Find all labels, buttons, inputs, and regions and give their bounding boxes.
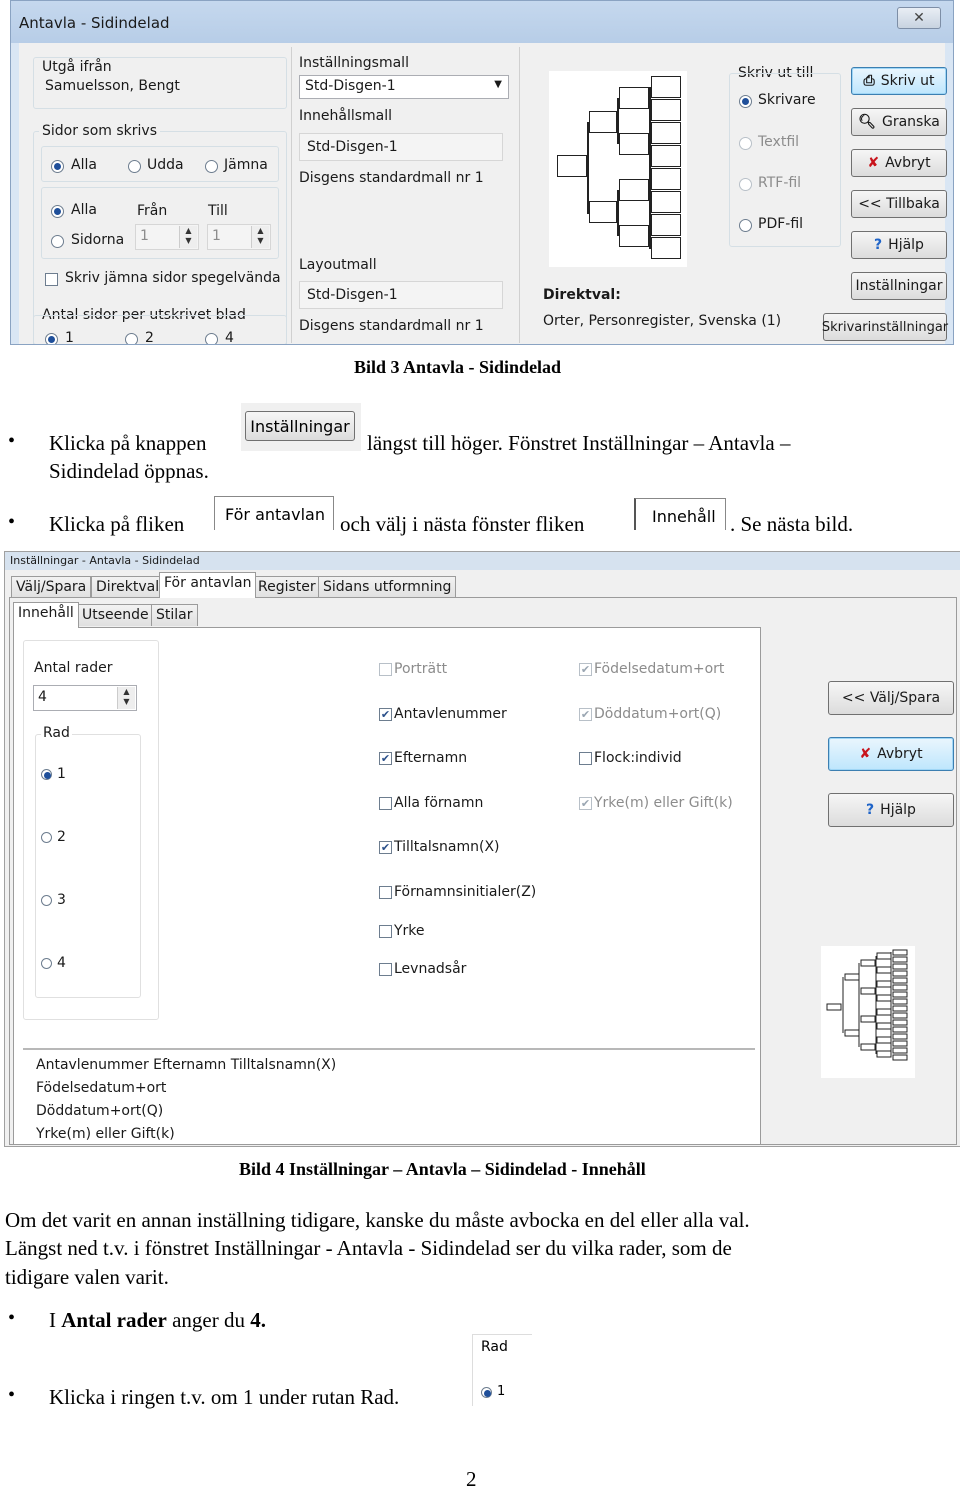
hjalp-label: Hjälp bbox=[880, 802, 916, 818]
radio-rad-1-label: 1 bbox=[57, 766, 66, 782]
checkbox-alla-fornamn[interactable] bbox=[379, 797, 392, 810]
installningsmall-value: Std-Disgen-1 bbox=[305, 78, 396, 94]
cancel-x-icon: ✘ bbox=[867, 155, 880, 171]
paragraph-line-1: Om det varit en annan inställning tidigare, kanske du måste avbocka en del eller alla val. bbox=[5, 1208, 750, 1232]
checkbox-doddatum-label: Döddatum+ort(Q) bbox=[594, 706, 722, 722]
window-client bbox=[19, 43, 949, 345]
tab-register[interactable]: Register bbox=[253, 576, 321, 598]
chevron-down-icon[interactable]: ▼ bbox=[494, 79, 502, 90]
innehallsmall-label: Innehållsmall bbox=[299, 108, 393, 124]
pedigree-box bbox=[619, 179, 649, 201]
radio-jamna-label: Jämna bbox=[224, 157, 268, 173]
bullet1-line2: Sidindelad öppnas. bbox=[49, 459, 209, 483]
pedigree-connector bbox=[649, 87, 651, 249]
summary-line-3: Döddatum+ort(Q) bbox=[36, 1103, 164, 1119]
radio-per-sheet-4[interactable] bbox=[205, 333, 218, 345]
from-spin-arrows-icon[interactable]: ▲ ▼ bbox=[179, 226, 197, 248]
pedigree-box bbox=[651, 122, 681, 144]
divider bbox=[519, 47, 520, 343]
pedigree-preview bbox=[549, 71, 687, 267]
radio-alla-label: Alla bbox=[71, 157, 97, 173]
radio-per-sheet-2[interactable] bbox=[125, 333, 138, 345]
figure-caption-4: Bild 4 Inställningar – Antavla – Sidindelad - Innehåll bbox=[239, 1159, 646, 1179]
summary-line-1: Antavlenummer Efternamn Tilltalsnamn(X) bbox=[36, 1057, 337, 1073]
radio-rad-2[interactable] bbox=[41, 832, 52, 843]
pedigree-box bbox=[651, 237, 681, 259]
per-sheet-1-label: 1 bbox=[65, 330, 74, 345]
rad-inline-image bbox=[472, 1334, 532, 1406]
page-number: 2 bbox=[466, 1467, 477, 1491]
innehallsmall-desc: Disgens standardmall nr 1 bbox=[299, 170, 484, 186]
checkbox-doddatum[interactable]: ✔ bbox=[580, 708, 591, 721]
antal-rader-value: 4 bbox=[38, 689, 47, 705]
layoutmall-field bbox=[299, 281, 503, 309]
mini-pedigree-preview bbox=[821, 946, 915, 1078]
rad-inline-radio bbox=[481, 1387, 492, 1398]
valj-spara-button[interactable] bbox=[828, 681, 954, 715]
installningar-label: Inställningar bbox=[855, 278, 943, 294]
pedigree-box bbox=[651, 168, 681, 190]
tab-direktval[interactable]: Direktval bbox=[91, 576, 164, 598]
checkbox-yrke-label: Yrke bbox=[394, 923, 425, 939]
bullet-dot: • bbox=[8, 430, 16, 452]
bullet3-bold-value: 4. bbox=[250, 1308, 266, 1332]
installningar-inline-button: Inställningar bbox=[245, 411, 355, 441]
checkbox-portratt-label: Porträtt bbox=[394, 661, 448, 677]
bullet1-post: längst till höger. Fönstret Inställningar – Antavla – bbox=[367, 431, 791, 455]
radio-udda-label: Udda bbox=[147, 157, 184, 173]
checkbox-yrke-gift[interactable]: ✔ bbox=[580, 797, 591, 810]
radio-rtf-label: RTF-fil bbox=[758, 175, 802, 191]
close-icon[interactable]: ✕ bbox=[897, 7, 941, 29]
help-icon: ? bbox=[866, 802, 875, 818]
figure-caption-3: Bild 3 Antavla - Sidindelad bbox=[354, 357, 562, 377]
innehallsmall-field bbox=[299, 133, 503, 161]
pedigree-box bbox=[557, 155, 587, 177]
utga-label: Utgå ifrån bbox=[39, 59, 115, 75]
radio-per-sheet-1[interactable] bbox=[45, 333, 58, 345]
radio-rad-1[interactable] bbox=[41, 769, 52, 780]
installningar-window-screenshot bbox=[4, 551, 960, 1147]
checkbox-tilltalsnamn[interactable]: ✔ bbox=[380, 841, 391, 854]
printer-icon: ⎙ bbox=[863, 73, 875, 89]
hjalp-label: Hjälp bbox=[888, 237, 924, 253]
radio-alla[interactable] bbox=[51, 160, 64, 173]
pedigree-box bbox=[651, 76, 681, 98]
bullet3-text bbox=[49, 1306, 266, 1334]
skriv-ut-button[interactable] bbox=[851, 67, 947, 95]
granska-label: Granska bbox=[881, 114, 940, 130]
skriv-ut-label: Skriv ut bbox=[880, 73, 935, 89]
radio-rad-3[interactable] bbox=[41, 895, 52, 906]
avbryt-label: Avbryt bbox=[885, 155, 931, 171]
radio-skrivare-label: Skrivare bbox=[758, 92, 816, 108]
window-title: Antavla - Sidindelad bbox=[19, 14, 170, 32]
help-icon: ? bbox=[874, 237, 883, 253]
radio-skrivare[interactable] bbox=[739, 95, 752, 108]
radio-rtf[interactable] bbox=[739, 178, 752, 191]
radio-rad-4-label: 4 bbox=[57, 955, 66, 971]
subtab-innehall[interactable]: Innehåll bbox=[13, 602, 79, 628]
checkbox-efternamn[interactable]: ✔ bbox=[380, 752, 391, 765]
radio-page-range-label: Sidorna bbox=[71, 232, 125, 248]
pedigree-box bbox=[619, 225, 649, 247]
to-spinner[interactable] bbox=[207, 224, 271, 250]
pedigree-box bbox=[651, 99, 681, 121]
tab-for-antavlan[interactable]: För antavlan bbox=[159, 572, 256, 598]
window-titlebar: Inställningar - Antavla - Sidindelad bbox=[5, 552, 960, 570]
window-titlebar bbox=[11, 1, 953, 43]
innehall-tab-label: Innehåll bbox=[652, 507, 716, 526]
checkbox-flock-individ[interactable] bbox=[579, 752, 592, 765]
installningsmall-label: Inställningsmall bbox=[299, 55, 409, 71]
checkbox-levnadsar-label: Levnadsår bbox=[394, 961, 467, 977]
from-label: Från bbox=[137, 203, 168, 219]
pedigree-box bbox=[619, 87, 649, 109]
skrivarinstallningar-label: Skrivarinställningar bbox=[821, 319, 949, 335]
radio-all-pages[interactable] bbox=[51, 205, 64, 218]
for-antavlan-tab-label: För antavlan bbox=[225, 505, 325, 524]
radio-all-pages-label: Alla bbox=[71, 202, 97, 218]
from-spinner[interactable] bbox=[135, 224, 199, 250]
radio-rad-4[interactable] bbox=[41, 958, 52, 969]
antal-rader-spin-arrows-icon[interactable]: ▲ ▼ bbox=[117, 687, 135, 709]
radio-rad-3-label: 3 bbox=[57, 892, 66, 908]
paragraph-line-2: Längst ned t.v. i fönstret Inställningar - Antavla - Sidindelad ser du vilka rader, som de bbox=[5, 1236, 732, 1260]
pedigree-box bbox=[589, 201, 617, 223]
from-value: 1 bbox=[140, 228, 149, 244]
skriv-ut-till-label: Skriv ut till bbox=[735, 65, 816, 81]
summary-divider bbox=[23, 1048, 755, 1050]
installningsmall-select[interactable] bbox=[299, 75, 509, 99]
checkbox-levnadsar[interactable] bbox=[379, 963, 392, 976]
per-sheet-label: Antal sidor per utskrivet blad bbox=[39, 307, 249, 323]
checkbox-yrke[interactable] bbox=[379, 925, 392, 938]
radio-pdf[interactable] bbox=[739, 219, 752, 232]
direktval-label: Direktval: bbox=[543, 287, 621, 303]
mirror-checkbox[interactable] bbox=[45, 273, 58, 286]
pedigree-box bbox=[589, 111, 617, 133]
antavla-window-screenshot bbox=[10, 0, 954, 345]
checkbox-tilltalsnamn-label: Tilltalsnamn(X) bbox=[394, 839, 500, 855]
hjalp-button[interactable] bbox=[828, 793, 954, 827]
checkbox-yrke-gift-label: Yrke(m) eller Gift(k) bbox=[594, 795, 733, 811]
bullet1-pre: Klicka på knappen bbox=[49, 431, 207, 455]
installningar-button[interactable] bbox=[851, 272, 947, 300]
summary-line-2: Födelsedatum+ort bbox=[36, 1080, 167, 1096]
bullet2-mid: och välj i nästa fönster fliken bbox=[340, 512, 585, 536]
radio-jamna[interactable] bbox=[205, 160, 218, 173]
valj-spara-label: << Välj/Spara bbox=[841, 690, 941, 706]
checkbox-flock-individ-label: Flock:individ bbox=[594, 750, 682, 766]
pedigree-connector bbox=[617, 98, 619, 144]
paragraph-line-3: tidigare valen varit. bbox=[5, 1265, 169, 1289]
bullet2-pre: Klicka på fliken bbox=[49, 512, 185, 536]
mirror-label: Skriv jämna sidor spegelvända bbox=[65, 270, 281, 286]
cancel-x-icon: ✘ bbox=[859, 746, 872, 762]
checkbox-alla-fornamn-label: Alla förnamn bbox=[394, 795, 484, 811]
layoutmall-desc: Disgens standardmall nr 1 bbox=[299, 318, 484, 334]
pedigree-box bbox=[619, 133, 649, 155]
sidor-label: Sidor som skrivs bbox=[39, 123, 160, 139]
per-sheet-2-label: 2 bbox=[145, 330, 154, 345]
checkbox-portratt[interactable] bbox=[379, 663, 392, 676]
pedigree-connector bbox=[587, 122, 589, 214]
antal-rader-spinner[interactable] bbox=[33, 685, 137, 711]
radio-textfil-label: Textfil bbox=[758, 134, 800, 150]
subtab-stilar[interactable]: Stilar bbox=[151, 604, 198, 626]
magnifier-icon: 🔍︎ bbox=[858, 114, 876, 130]
hjalp-button[interactable] bbox=[851, 231, 947, 259]
radio-page-range[interactable] bbox=[51, 235, 64, 248]
bullet4-text: Klicka i ringen t.v. om 1 under rutan Rad. bbox=[49, 1385, 400, 1409]
bullet3-pre: I bbox=[49, 1308, 62, 1332]
bullet-dot: • bbox=[8, 1384, 16, 1406]
checkbox-antavlenummer-label: Antavlenummer bbox=[394, 706, 507, 722]
layoutmall-label: Layoutmall bbox=[299, 257, 377, 273]
checkbox-efternamn-label: Efternamn bbox=[394, 750, 468, 766]
checkbox-fodelsedatum-label: Födelsedatum+ort bbox=[594, 661, 725, 677]
rad-label: Rad bbox=[43, 725, 70, 741]
checkbox-fornamnsinitialer-label: Förnamnsinitialer(Z) bbox=[394, 884, 537, 900]
avbryt-button[interactable] bbox=[828, 737, 954, 771]
radio-pdf-label: PDF-fil bbox=[758, 216, 804, 232]
to-label: Till bbox=[208, 203, 228, 219]
direktval-value: Orter, Personregister, Svenska (1) bbox=[543, 313, 782, 329]
bullet-dot: • bbox=[8, 1307, 16, 1329]
bullet3-mid: anger du bbox=[166, 1308, 251, 1332]
to-value: 1 bbox=[212, 228, 221, 244]
to-spin-arrows-icon[interactable]: ▲ ▼ bbox=[251, 226, 269, 248]
subtab-utseende[interactable]: Utseende bbox=[77, 604, 154, 626]
installningar-inline-image bbox=[241, 403, 361, 451]
pedigree-box bbox=[651, 214, 681, 236]
avbryt-button[interactable] bbox=[851, 149, 947, 177]
rad-inline-label: Rad bbox=[481, 1339, 508, 1355]
per-sheet-4-label: 4 bbox=[225, 330, 234, 345]
radio-textfil[interactable] bbox=[739, 137, 752, 150]
avbryt-label: Avbryt bbox=[877, 746, 923, 762]
innehall-tab-image bbox=[634, 498, 726, 530]
pedigree-box bbox=[651, 191, 681, 213]
antal-rader-label: Antal rader bbox=[34, 660, 113, 676]
skrivarinstallningar-button[interactable] bbox=[823, 313, 947, 341]
utga-value: Samuelsson, Bengt bbox=[45, 78, 180, 94]
tab-sidans-utformning[interactable]: Sidans utformning bbox=[318, 576, 456, 598]
innehallsmall-value: Std-Disgen-1 bbox=[307, 139, 398, 155]
tab-valj-spara[interactable]: Välj/Spara bbox=[11, 576, 91, 598]
radio-rad-2-label: 2 bbox=[57, 829, 66, 845]
layoutmall-value: Std-Disgen-1 bbox=[307, 287, 398, 303]
pedigree-connector bbox=[617, 190, 619, 236]
granska-button[interactable] bbox=[851, 108, 947, 136]
divider bbox=[291, 47, 292, 343]
bullet3-bold-antal-rader: Antal rader bbox=[61, 1308, 167, 1332]
rad-inline-value: 1 bbox=[497, 1384, 506, 1399]
tillbaka-label: << Tillbaka bbox=[858, 196, 940, 212]
checkbox-fornamnsinitialer[interactable] bbox=[379, 886, 392, 899]
checkbox-antavlenummer[interactable]: ✔ bbox=[380, 708, 391, 721]
checkbox-fodelsedatum[interactable]: ✔ bbox=[580, 663, 591, 676]
bullet-dot: • bbox=[8, 511, 16, 533]
radio-udda[interactable] bbox=[128, 160, 141, 173]
pedigree-box bbox=[651, 145, 681, 167]
tillbaka-button[interactable] bbox=[851, 190, 947, 218]
summary-line-4: Yrke(m) eller Gift(k) bbox=[36, 1126, 175, 1142]
for-antavlan-tab-image bbox=[214, 496, 334, 530]
bullet2-post: . Se nästa bild. bbox=[730, 512, 854, 536]
